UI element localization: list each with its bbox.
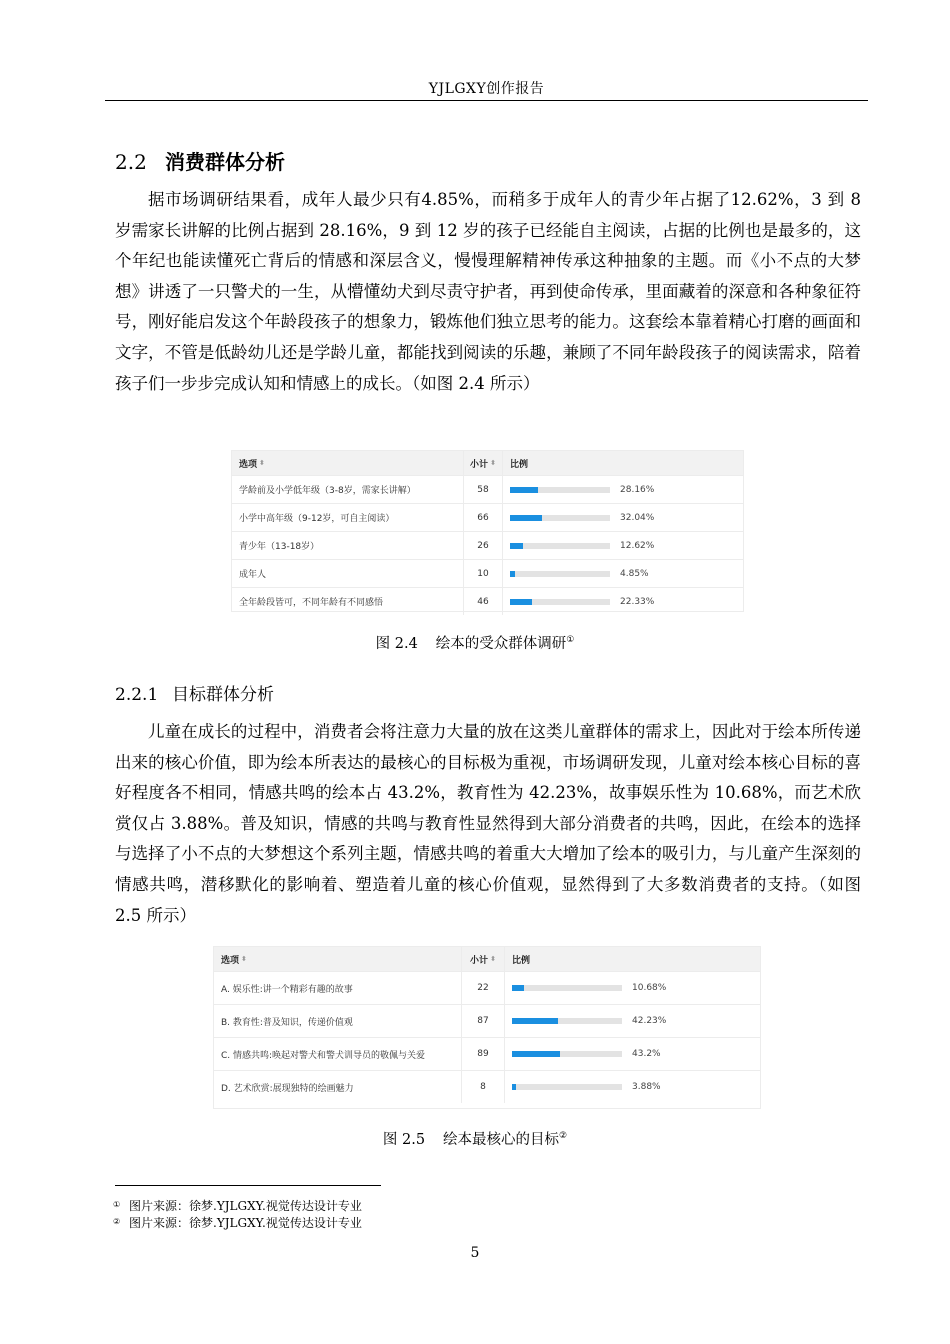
ratio-label: 3.88% bbox=[632, 1082, 661, 1092]
header-rule bbox=[105, 100, 868, 101]
ratio-label: 10.68% bbox=[632, 983, 667, 993]
ratio-label: 12.62% bbox=[620, 540, 655, 551]
option-cell: C. 情感共鸣:唤起对警犬和警犬训导员的敬佩与关爱 bbox=[221, 1050, 426, 1061]
ratio-bar-track bbox=[512, 1018, 622, 1024]
ratio-bar-fill bbox=[510, 599, 532, 605]
subsection-title: 目标群体分析 bbox=[172, 685, 274, 705]
footnote: ② 图片来源：徐梦.YJLGXY.视觉传达设计专业 bbox=[113, 1216, 362, 1230]
ratio-cell bbox=[505, 1005, 758, 1037]
option-cell: 成年人 bbox=[239, 570, 267, 580]
ratio-cell bbox=[505, 972, 758, 1004]
ratio-bar-track bbox=[510, 599, 610, 605]
subsection-number: 2.2.1 bbox=[115, 685, 159, 705]
header-option[interactable]: 选项 ⬍ bbox=[221, 955, 247, 966]
sort-icon[interactable]: ⬍ bbox=[490, 955, 496, 963]
ratio-cell bbox=[503, 504, 741, 531]
table-header bbox=[232, 451, 743, 475]
ratio-bar-fill bbox=[510, 515, 542, 521]
option-cell: 青少年（13-18岁） bbox=[239, 542, 320, 552]
count-cell: 87 bbox=[461, 1005, 505, 1037]
footnote-rule bbox=[115, 1185, 381, 1186]
core-goal-table bbox=[213, 946, 761, 1109]
section-title: 消费群体分析 bbox=[165, 150, 285, 174]
header-option[interactable]: 选项 ⬍ bbox=[239, 459, 265, 470]
table-row bbox=[214, 971, 760, 1004]
header-ratio: 比例 bbox=[510, 459, 529, 470]
ratio-bar-fill bbox=[510, 487, 538, 493]
section-heading bbox=[115, 146, 285, 175]
option-cell: 全年龄段皆可，不同年龄有不同感悟 bbox=[239, 598, 384, 608]
table-row bbox=[214, 1037, 760, 1070]
ratio-label: 42.23% bbox=[632, 1016, 667, 1026]
sort-icon[interactable]: ⬍ bbox=[241, 955, 247, 963]
count-cell: 10 bbox=[463, 560, 503, 587]
ratio-label: 43.2% bbox=[632, 1049, 661, 1059]
table-body bbox=[214, 971, 760, 1103]
ratio-bar-track bbox=[510, 515, 610, 521]
ratio-bar-fill bbox=[512, 1084, 516, 1090]
table-row bbox=[232, 475, 743, 503]
count-cell: 22 bbox=[461, 972, 505, 1004]
ratio-cell bbox=[503, 560, 741, 587]
option-cell: B. 教育性:普及知识，传递价值观 bbox=[221, 1017, 353, 1028]
ratio-bar-track bbox=[512, 1084, 622, 1090]
ratio-bar-fill bbox=[512, 1018, 558, 1024]
ratio-bar-track bbox=[510, 543, 610, 549]
count-cell: 46 bbox=[463, 588, 503, 615]
page-number: 5 bbox=[470, 1245, 480, 1261]
ratio-bar-track bbox=[510, 487, 610, 493]
figure-title: 绘本的受众群体调研 bbox=[435, 636, 567, 652]
header-count[interactable]: 小计 ⬍ bbox=[461, 947, 505, 971]
header-ratio: 比例 bbox=[512, 955, 531, 966]
figure-number: 图 2.4 bbox=[375, 636, 418, 652]
ratio-bar-track bbox=[510, 571, 610, 577]
table-row bbox=[232, 531, 743, 559]
running-header: YJLGXY创作报告 bbox=[428, 81, 545, 97]
table-body bbox=[232, 475, 743, 615]
ratio-cell bbox=[503, 476, 741, 503]
footnote-ref: ② bbox=[559, 1131, 568, 1142]
ratio-label: 28.16% bbox=[620, 484, 655, 495]
count-cell: 66 bbox=[463, 504, 503, 531]
option-cell: 小学中高年级（9-12岁，可自主阅读） bbox=[239, 514, 395, 524]
figure-caption bbox=[0, 632, 950, 653]
audience-survey-table bbox=[231, 450, 744, 612]
count-cell: 58 bbox=[463, 476, 503, 503]
ratio-bar-fill bbox=[512, 1051, 560, 1057]
ratio-cell bbox=[503, 588, 741, 615]
figure-number: 图 2.5 bbox=[382, 1132, 426, 1148]
paragraph-target-group: 儿童在成长的过程中，消费者会将注意力大量的放在这类儿童群体的需求上，因此对于绘本所传递出来的核心价值，即为绘本所表达的最核心的目标极为重视，市场调研发现，儿童对绘本核心目标的喜好程度各不相同，情感共鸣的绘本占 43.2%，教育性为 42.23%，故事娱乐性为 10.68%，而艺术欣赏仅占 3.88%。普及知识，情感的共鸣与教育性显然得到大部分消费者的共鸣，因此，在绘本的选择与选择了小不点的大梦想这个系列主题，情感共鸣的着重大大增加了绘本的吸引力，与儿童产生深刻的情感共鸣，潜移默化的影响着、塑造着儿童的核心价值观，显然得到了大多数消费者的支持。（如图 2.5 所示） bbox=[115, 722, 861, 925]
section-number: 2.2 bbox=[115, 150, 147, 174]
ratio-label: 32.04% bbox=[620, 512, 655, 523]
table-row bbox=[214, 1004, 760, 1037]
count-cell: 26 bbox=[463, 532, 503, 559]
table-row bbox=[214, 1070, 760, 1103]
ratio-bar-track bbox=[512, 985, 622, 991]
ratio-label: 22.33% bbox=[620, 596, 655, 607]
footnote: ① 图片来源：徐梦.YJLGXY.视觉传达设计专业 bbox=[113, 1199, 362, 1213]
ratio-bar-fill bbox=[512, 985, 524, 991]
option-cell: D. 艺术欣赏:展现独特的绘画魅力 bbox=[221, 1083, 354, 1094]
ratio-label: 4.85% bbox=[620, 568, 649, 579]
paragraph-market-survey: 据市场调研结果看，成年人最少只有4.85%，而稍多于成年人的青少年占据了12.62%，3 到 8 岁需家长讲解的比例占据到 28.16%，9 到 12 岁的孩子已经能自主阅读，占据的比例也是最多的，这个年纪也能读懂死亡背后的情感和深层含义，慢慢理解精神传承这种抽象的主题。而《小不点的大梦想》讲透了一只警犬的一生，从懵懂幼犬到尽责守护者，再到使命传承，里面藏着的深意和各种象征符号，刚好能启发这个年龄段孩子的想象力，锻炼他们独立思考的能力。这套绘本靠着精心打磨的画面和文字，不管是低龄幼儿还是学龄儿童，都能找到阅读的乐趣，兼顾了不同年龄段孩子的阅读需求，陪着孩子们一步步完成认知和情感上的成长。（如图 2.4 所示） bbox=[115, 190, 861, 393]
option-cell: 学龄前及小学低年级（3-8岁，需家长讲解） bbox=[239, 486, 416, 496]
ratio-cell bbox=[505, 1038, 758, 1070]
sort-icon[interactable]: ⬍ bbox=[490, 459, 496, 467]
header-count[interactable]: 小计 ⬍ bbox=[463, 451, 503, 475]
figure-title: 绘本最核心的目标 bbox=[443, 1132, 560, 1148]
subsection-heading bbox=[115, 680, 274, 705]
sort-icon[interactable]: ⬍ bbox=[259, 459, 265, 467]
ratio-bar-track bbox=[512, 1051, 622, 1057]
table-row bbox=[232, 559, 743, 587]
ratio-bar-fill bbox=[510, 571, 515, 577]
count-cell: 89 bbox=[461, 1038, 505, 1070]
table-row bbox=[232, 587, 743, 615]
table-header bbox=[214, 947, 760, 971]
ratio-bar-fill bbox=[510, 543, 523, 549]
count-cell: 8 bbox=[461, 1071, 505, 1103]
figure-caption bbox=[0, 1128, 950, 1149]
table-row bbox=[232, 503, 743, 531]
ratio-cell bbox=[503, 532, 741, 559]
option-cell: A. 娱乐性:讲一个精彩有趣的故事 bbox=[221, 984, 353, 995]
ratio-cell bbox=[505, 1071, 758, 1103]
footnote-ref: ① bbox=[566, 635, 575, 646]
